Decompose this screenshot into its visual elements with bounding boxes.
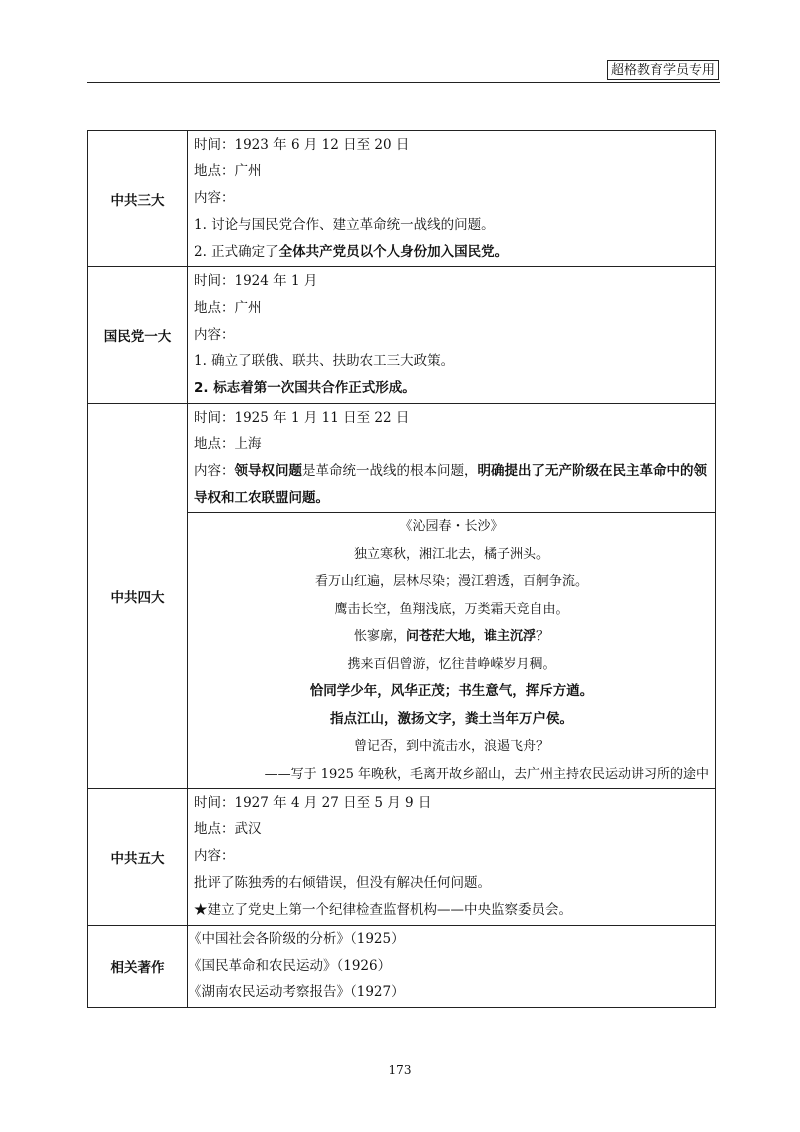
row-content-works	[188, 925, 716, 1007]
time-text: 时间：1924 年 1 月	[194, 273, 318, 290]
place-text: 地点：广州	[194, 163, 262, 180]
table-row	[88, 267, 716, 404]
poem-line: 鹰击长空，鱼翔浅底，万类霜天竞自由。	[334, 601, 569, 617]
content-item: 批评了陈独秀的右倾错误，但没有解决任何问题。	[194, 874, 491, 891]
content-item-bold: 2. 标志着第一次国共合作正式形成。	[194, 380, 416, 397]
poem-line	[192, 623, 711, 651]
place-text: 地点：武汉	[194, 821, 262, 838]
content-bold: 明确提出了无产阶级在民主革命中的领导权和工农联盟问题。	[194, 463, 707, 506]
poem-line: 曾记否，到中流击水，浪遏飞舟？	[353, 739, 549, 754]
row-content-gmd1	[188, 267, 716, 404]
header-stamp: 超格教育学员专用	[607, 60, 719, 80]
poem-line: 独立寒秋，湘江北去，橘子洲头。	[353, 546, 549, 562]
row-label-works: 相关著作	[88, 925, 188, 1007]
poem-note: ——写于 1925 年晚秋，毛离开故乡韶山，去广州主持农民运动讲习所的途中	[264, 766, 709, 782]
table-row	[88, 925, 716, 1007]
table-row	[88, 788, 716, 925]
poem-line-bold: 问苍茫大地，谁主沉浮	[405, 629, 536, 644]
time-text: 时间：1925 年 1 月 11 日至 22 日	[194, 409, 410, 426]
content-label: 内容：	[194, 326, 235, 343]
row-label-r4: 中共四大	[88, 404, 188, 789]
poem-cell	[188, 513, 716, 789]
row-content-r4	[188, 404, 716, 513]
content-item-bold: 全体共产党员以个人身份加入国民党。	[278, 243, 509, 260]
row-content-r3	[188, 131, 716, 267]
table-row	[88, 404, 716, 513]
poem-line: 看万山红遍，层林尽染；漫江碧透，百舸争流。	[314, 574, 588, 589]
row-label-r3: 中共三大	[88, 131, 188, 267]
content-item	[194, 239, 711, 266]
content-label: 内容：	[194, 190, 235, 207]
poem-line-prefix: 怅寥廓，	[353, 629, 406, 644]
table-row	[88, 131, 716, 267]
content-item: 1. 讨论与国民党合作、建立革命统一战线的问题。	[194, 216, 495, 233]
content-label: 内容：	[194, 848, 235, 865]
poem-title: 《沁园春・长沙》	[399, 519, 504, 534]
row-content-r5	[188, 788, 716, 925]
row-label-r5: 中共五大	[88, 788, 188, 925]
content-item: ★建立了党史上第一个纪律检查监督机构——中央监察委员会。	[194, 901, 572, 918]
history-table	[87, 130, 716, 1008]
time-text: 时间：1923 年 6 月 12 日至 20 日	[194, 136, 410, 153]
poem-line-bold: 恰同学少年，风华正茂；书生意气，挥斥方遒。	[309, 683, 594, 699]
place-text: 地点：广州	[194, 299, 262, 316]
page-number: 173	[388, 1063, 412, 1077]
row-label-gmd1: 国民党一大	[88, 267, 188, 404]
work-item: 《湖南农民运动考察报告》（1927）	[188, 984, 405, 1001]
content-paragraph	[194, 458, 711, 511]
content-prefix: 内容：	[194, 463, 235, 479]
content-item: 1. 确立了联俄、联共、扶助农工三大政策。	[194, 353, 455, 370]
content-item-prefix: 2. 正式确定了	[194, 243, 279, 260]
content-mid: 是革命统一战线的根本问题，	[302, 463, 478, 479]
content-bold: 领导权问题	[234, 463, 302, 479]
header-rule	[87, 82, 720, 83]
poem-line-bold: 指点江山，激扬文字，粪土当年万户侯。	[330, 710, 573, 727]
place-text: 地点：上海	[194, 436, 262, 453]
work-item: 《中国社会各阶级的分析》（1925）	[188, 930, 405, 947]
poem-line: 携来百侣曾游，忆往昔峥嵘岁月稠。	[347, 656, 556, 672]
poem-line-suffix: ？	[536, 629, 550, 644]
work-item: 《国民革命和农民运动》（1926）	[188, 957, 392, 974]
time-text: 时间：1927 年 4 月 27 日至 5 月 9 日	[194, 794, 432, 811]
